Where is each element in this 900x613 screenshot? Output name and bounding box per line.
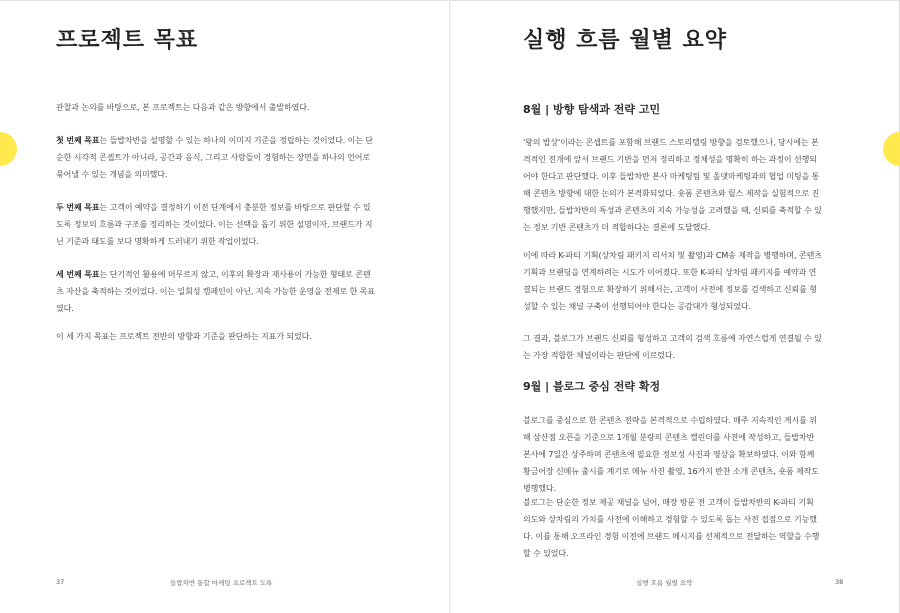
right-page-title: 실행 흐름 월별 요약 bbox=[523, 28, 727, 53]
section-heading-august: 8월 | 방향 탐색과 전략 고민 bbox=[523, 103, 661, 116]
left-page-title: 프로젝트 목표 bbox=[56, 28, 199, 53]
goal-text: 는 단기적인 활용에 머무르지 않고, 이후의 확장과 재사용이 가능한 형태로 콘텐츠 자산을 축적하는 것이었다. 이는 일회성 캠페인이 아닌, 지속 가능한 운영을 전제로 한 목표였다. bbox=[56, 270, 375, 313]
section-heading-september: 9월 | 블로그 중심 전략 확정 bbox=[523, 380, 661, 393]
yellow-dot-decoration bbox=[0, 132, 17, 166]
page-number: 38 bbox=[835, 578, 844, 586]
goal-lead: 두 번째 목표 bbox=[56, 203, 100, 212]
outro-paragraph: 이 세 가지 목표는 프로젝트 전반의 방향과 기준을 판단하는 지표가 되었다. bbox=[56, 332, 312, 341]
goal-paragraph-2 bbox=[56, 199, 378, 250]
goal-lead: 첫 번째 목표 bbox=[56, 136, 100, 145]
goal-text: 는 고객이 예약을 결정하기 이전 단계에서 충분한 정보를 바탕으로 판단할 수 있도록 정보의 흐름과 구조를 정리하는 것이었다. 이는 선택을 돕기 위한 설명이자, 브랜드가 지닌 기준과 태도를 보다 명확하게 드러내기 위한 작업이었다. bbox=[56, 203, 373, 246]
running-title: 들밥차반 통합 마케팅 프로젝트 도록 bbox=[170, 579, 273, 587]
august-paragraph-3: 그 결과, 블로그가 브랜드 신뢰를 형성하고 고객의 검색 흐름에 자연스럽게 연결될 수 있는 가장 적합한 채널이라는 판단에 이르렀다. bbox=[523, 334, 822, 360]
right-page bbox=[450, 0, 900, 613]
september-paragraph-1: 블로그를 중심으로 한 콘텐츠 전략을 본격적으로 수립하였다. 매주 지속적인 게시를 위해 삼산점 오픈을 기준으로 1개월 분량의 콘텐츠 캘린더를 사전에 작성하고, 들밥차반 본사에 7일간 상주하며 콘텐츠에 필요한 정보성 사진과 영상을 확보하였다. 이와 함께 황금어장 신메뉴 출시를 계기로 메뉴 사진 촬영, 16가지 반찬 소개 콘텐츠, 숏폼 제작도 병행했다. bbox=[523, 416, 819, 493]
august-paragraph-1: '왕의 밥상'이라는 콘셉트를 포함해 브랜드 스토리텔링 방향을 검토했으나, 당시에는 본격적인 전개에 앞서 브랜드 기반을 먼저 정리하고 정체성을 명확히 하는 과정이 선행되어야 한다고 판단했다. 이후 들밥차반 본사 마케팅팀 및 올댓마케팅과의 협업 미팅을 통해 콘텐츠 방향에 대한 논의가 본격화되었다. 숏폼 콘텐츠와 릴스 제작을 실험적으로 진행했지만, 들밥차반의 특성과 콘텐츠의 지속 가능성을 고려했을 때, 신뢰를 축적할 수 있는 정보 기반 콘텐츠가 더 적합하다는 결론에 도달했다. bbox=[523, 138, 822, 232]
running-title: 실행 흐름 월별 요약 bbox=[636, 579, 693, 587]
september-paragraph-2: 블로그는 단순한 정보 제공 채널을 넘어, 매장 방문 전 고객이 들밥차반의 K-파티 기획 의도와 상차림의 가치를 사전에 이해하고 경험할 수 있도록 돕는 사전 접점으로 기능했다. 이를 통해 오프라인 경험 이전에 브랜드 메시지를 선제적으로 전달하는 역할을 수행할 수 있었다. bbox=[523, 498, 820, 558]
goal-text: 는 들밥차반을 설명할 수 있는 하나의 이미지 기준을 정립하는 것이었다. 이는 단순한 시각적 콘셉트가 아니라, 공간과 음식, 그리고 사람들이 경험하는 장면을 하나의 언어로 묶어낼 수 있는 개념을 의미했다. bbox=[56, 136, 373, 179]
goal-paragraph-3 bbox=[56, 266, 378, 317]
intro-paragraph: 관찰과 논의를 바탕으로, 본 프로젝트는 다음과 같은 방향에서 출발하였다. bbox=[56, 103, 310, 112]
yellow-dot-decoration bbox=[883, 132, 900, 166]
goal-paragraph-1 bbox=[56, 132, 378, 183]
goal-lead: 세 번째 목표 bbox=[56, 270, 100, 279]
august-paragraph-2: 이에 따라 K-파티 기획(상차림 패키지 리서치 및 촬영)과 CM송 제작을 병행하며, 콘텐츠 기획과 브랜딩을 연계하려는 시도가 이어졌다. 또한 K-파티 상차림 패키지를 예약과 연결되는 브랜드 경험으로 확장하기 위해서는, 고객이 사전에 정보를 검색하고 신뢰를 형성할 수 있는 채널 구축이 선행되어야 한다는 공감대가 형성되었다. bbox=[523, 251, 822, 311]
page-number: 37 bbox=[56, 578, 65, 586]
